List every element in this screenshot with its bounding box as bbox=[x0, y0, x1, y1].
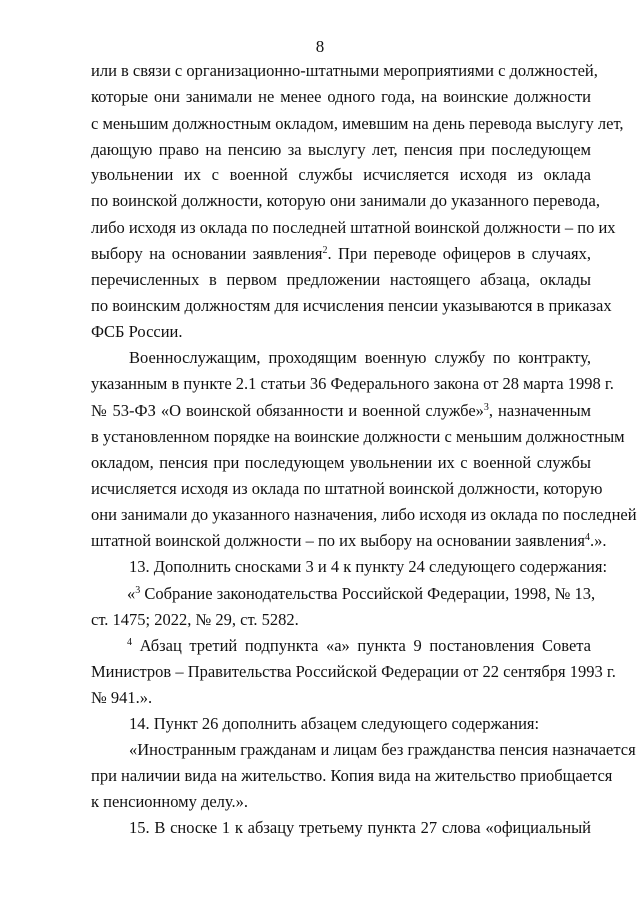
text-run: .». bbox=[589, 531, 607, 550]
text-line: 15. В сноске 1 к абзацу третьему пункта 27 слова «официальный bbox=[129, 818, 591, 837]
text-line: «Иностранным гражданам и лицам без гражданства пенсия назначается bbox=[129, 740, 636, 759]
text-run: выбору на основании заявления bbox=[91, 244, 323, 263]
text-run: штатной воинской должности – по их выбору на основании заявления bbox=[91, 531, 585, 550]
text-run: , назначенным bbox=[488, 401, 591, 420]
text-line: в установленном порядке на воинские должности с меньшим должностным bbox=[91, 427, 625, 446]
text-line: ФСБ России. bbox=[91, 322, 183, 341]
text-line: по воинским должностям для исчисления пенсии указываются в приказах bbox=[91, 296, 612, 315]
text-line: окладом, пенсия при последующем увольнении их с военной службы bbox=[91, 453, 591, 472]
footnote-ref: 4 bbox=[127, 637, 132, 648]
text-line: при наличии вида на жительство. Копия вида на жительство приобщается bbox=[91, 766, 613, 785]
text-line: Министров – Правительства Российской Федерации от 22 сентября 1993 г. bbox=[91, 662, 616, 681]
text-line: указанным в пункте 2.1 статьи 36 Федерального закона от 28 марта 1998 г. bbox=[91, 374, 614, 393]
text-line bbox=[91, 530, 607, 552]
text-line: увольнении их с военной службы исчисляется исходя из оклада bbox=[91, 165, 591, 184]
text-line: они занимали до указанного назначения, либо исходя из оклада по последней bbox=[91, 505, 637, 524]
text-line: или в связи с организационно-штатными мероприятиями с должностей, bbox=[91, 61, 598, 80]
text-line bbox=[91, 400, 591, 422]
text-run: № 53-ФЗ «О воинской обязанности и военной службе» bbox=[91, 401, 484, 420]
text-line: дающую право на пенсию за выслугу лет, пенсия при последующем bbox=[91, 140, 591, 159]
text-line: к пенсионному делу.». bbox=[91, 792, 248, 811]
footnote-ref: 2 bbox=[322, 245, 328, 256]
text-run: Абзац третий подпункта «а» пункта 9 постановления Совета bbox=[132, 636, 591, 655]
text-line bbox=[91, 243, 591, 265]
text-line: 13. Дополнить сносками 3 и 4 к пункту 24 следующего содержания: bbox=[129, 557, 608, 576]
footnote-ref: 4 bbox=[584, 532, 590, 543]
page-number: 8 bbox=[315, 37, 325, 56]
text-run: . При переводе офицеров в случаях, bbox=[327, 244, 591, 263]
text-line: либо исходя из оклада по последней штатной воинской должности – по их bbox=[91, 218, 616, 237]
text-line: по воинской должности, которую они занимали до указанного перевода, bbox=[91, 191, 600, 210]
text-line: Военнослужащим, проходящим военную службу по контракту, bbox=[129, 348, 591, 367]
text-line bbox=[127, 583, 596, 605]
text-line: ст. 1475; 2022, № 29, ст. 5282. bbox=[91, 610, 299, 629]
text-line: которые они занимали не менее одного года, на воинские должности bbox=[91, 87, 591, 106]
footnote-ref: 3 bbox=[483, 402, 489, 413]
text-line: с меньшим должностным окладом, имевшим на день перевода выслугу лет, bbox=[91, 114, 624, 133]
footnote-ref: 3 bbox=[135, 585, 141, 596]
text-line: перечисленных в первом предложении настоящего абзаца, оклады bbox=[91, 270, 591, 289]
text-line: 14. Пункт 26 дополнить абзацем следующего содержания: bbox=[129, 714, 540, 733]
text-line bbox=[127, 635, 591, 657]
text-line: исчисляется исходя из оклада по штатной воинской должности, которую bbox=[91, 479, 603, 498]
text-line: № 941.». bbox=[91, 688, 153, 707]
text-run: « bbox=[127, 584, 136, 603]
text-run: Собрание законодательства Российской Федерации, 1998, № 13, bbox=[140, 584, 596, 603]
